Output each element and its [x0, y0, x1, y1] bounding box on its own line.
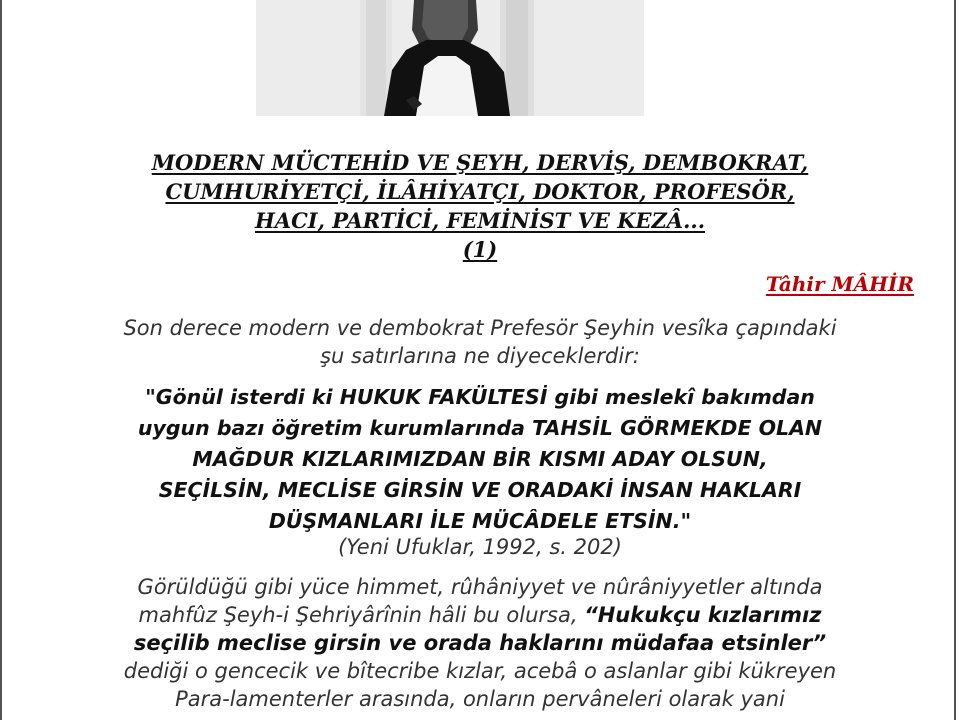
- article-title: [0, 148, 960, 264]
- title-line-1: MODERN MÜCTEHİD VE ŞEYH, DERVİŞ, DEMBOKRAT,: [151, 150, 809, 175]
- quote-line: "Gönül isterdi ki HUKUK FAKÜLTESİ gibi meslekî bakımdan: [145, 385, 815, 409]
- quote-line: uygun bazı öğretim kurumlarında TAHSİL GÖRMEKDE OLAN: [137, 416, 823, 440]
- quote-line: DÜŞMANLARI İLE MÜCÂDELE ETSİN.": [268, 509, 692, 533]
- intro-line: Son derece modern ve dembokrat Prefesör Şeyhin vesîka çapındaki: [123, 316, 837, 340]
- paragraph-line: Görüldüğü gibi yüce himmet, rûhâniyyet ve nûrâniyyetler altında: [137, 575, 823, 599]
- portrait-photo: [256, 0, 644, 116]
- title-line-4: (1): [462, 237, 498, 262]
- paragraph-line: [0, 601, 960, 629]
- title-line-3: HACI, PARTİCİ, FEMİNİST VE KEZÂ...: [254, 208, 706, 233]
- intro-line: şu satırlarına ne diyeceklerdir:: [320, 344, 640, 368]
- citation: (Yeni Ufuklar, 1992, s. 202): [338, 535, 622, 559]
- quoted-passage: [0, 382, 960, 537]
- intro-paragraph: [0, 314, 960, 370]
- paragraph-text: mahfûz Şeyh-i Şehriyârînin hâli bu olursa,: [138, 603, 585, 627]
- quote-line: MAĞDUR KIZLARIMIZDAN BİR KISMI ADAY OLSUN,: [192, 447, 768, 471]
- author-name: Tâhir MÂHİR: [765, 272, 914, 296]
- body-paragraph: [0, 573, 960, 713]
- paragraph-emphasis: “Hukukçu kızlarımız: [584, 603, 822, 627]
- paragraph-line: Para-lamenterler arasında, onların pervâneleri olarak yani: [175, 687, 785, 711]
- paragraph-emphasis: seçilib meclise girsin ve orada haklarını müdafaa etsinler”: [133, 631, 827, 655]
- paragraph-line: dediği o gencecik ve bîtecribe kızlar, acebâ o aslanlar gibi kükreyen: [123, 659, 837, 683]
- quote-line: SEÇİLSİN, MECLİSE GİRSİN VE ORADAKİ İNSAN HAKLARI: [158, 478, 802, 502]
- title-line-2: CUMHURİYETÇİ, İLÂHİYATÇI, DOKTOR, PROFESÖR,: [165, 179, 795, 204]
- paragraph-line: [0, 629, 960, 657]
- portrait-figure-icon: [256, 0, 644, 116]
